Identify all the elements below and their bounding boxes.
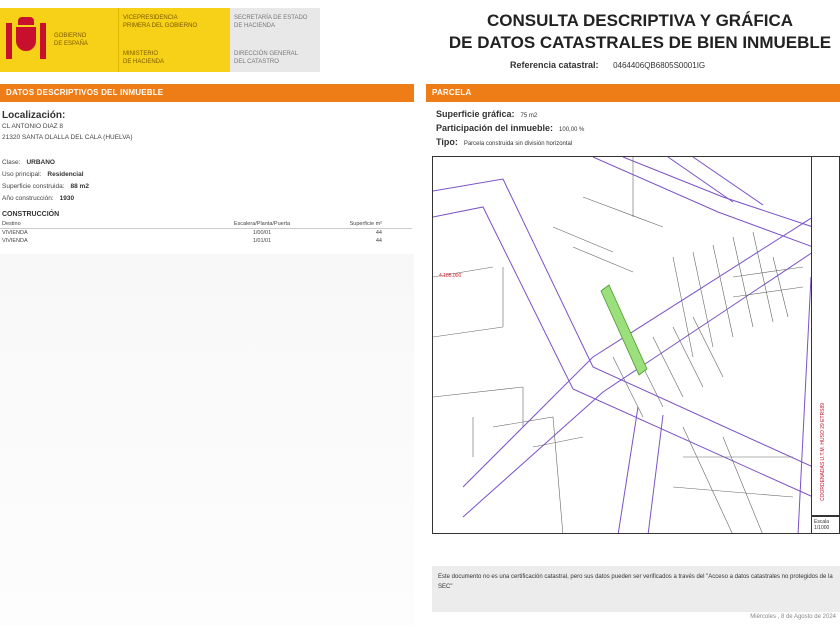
- street-edge: [623, 157, 812, 227]
- field-label: Clase:: [2, 159, 21, 166]
- table-cell: 1/01/01: [252, 238, 272, 244]
- field-uso: [2, 169, 414, 181]
- parcel-highlight: [601, 285, 647, 375]
- participacion-value: 100,00 %: [559, 127, 585, 133]
- government-logo-block: [0, 8, 118, 72]
- street-edge: [463, 252, 812, 517]
- address-line-1: CL ANTONIO DIAZ 8: [2, 123, 64, 130]
- participacion-label: Participación del inmueble:: [436, 123, 554, 133]
- document-title: [440, 10, 840, 54]
- field-value: 1930: [59, 195, 75, 202]
- street-edge: [668, 157, 733, 202]
- parcel-info: [436, 108, 836, 150]
- map-svg: [433, 157, 812, 534]
- construction-table: [0, 220, 412, 245]
- table-row: [0, 229, 412, 238]
- legend-scale: Escala 1/1000: [812, 516, 840, 534]
- construction-title: CONSTRUCCIÓN: [2, 211, 60, 218]
- ministry-block: [118, 8, 230, 72]
- verification-notice: Este documento no es una certificación catastral, pero sus datos pueden ser verificados a través del "Acceso a datos catastrales no protegidos de la SEC": [432, 566, 840, 612]
- cadastral-reference: [510, 60, 705, 70]
- ref-label: Referencia catastral:: [510, 60, 599, 70]
- legend-text: COORDENADAS U.T.M. HUSO 29 ETRS89: [820, 402, 826, 501]
- table-header: Destino: [0, 220, 202, 229]
- directorate-block: [230, 8, 320, 72]
- descriptive-data: [0, 110, 414, 245]
- table-row: [0, 237, 412, 245]
- legend-strip: [814, 161, 838, 511]
- field-ano: [2, 193, 414, 205]
- street-edge: [618, 407, 638, 534]
- street-edge: [593, 157, 812, 247]
- title-line-2: DE DATOS CATASTRALES DE BIEN INMUEBLE: [448, 33, 832, 52]
- gov-line-2: DE ESPAÑA: [54, 41, 88, 47]
- table-header-row: [0, 220, 412, 229]
- field-label: Uso principal:: [2, 171, 42, 178]
- document-date: Miércoles , 8 de Agosto de 2024: [750, 614, 836, 620]
- field-label: Año construcción:: [2, 195, 54, 202]
- coat-of-arms-icon: [4, 17, 48, 63]
- tipo: [436, 136, 836, 150]
- ref-value: 0464406QB6805S0001IG: [613, 61, 706, 70]
- ministry-line-2: PRIMERA DEL GOBIERNO: [123, 23, 198, 29]
- street-edge: [433, 207, 812, 497]
- localizacion-label: Localización:: [2, 110, 66, 121]
- title-line-1: CONSULTA DESCRIPTIVA Y GRÁFICA: [486, 11, 794, 30]
- government-header: [0, 8, 320, 72]
- address-line-2: 21320 SANTA OLALLA DEL CALA (HUELVA): [2, 134, 133, 141]
- ministry-line-3: MINISTERIO: [123, 51, 159, 57]
- blank-area: [0, 254, 414, 626]
- cadastral-map: [432, 156, 812, 534]
- section-bar-descriptive: DATOS DESCRIPTIVOS DEL INMUEBLE: [0, 84, 414, 102]
- field-superficie: [2, 181, 414, 193]
- tipo-label: Tipo:: [436, 137, 458, 147]
- table-header: Escalera/Planta/Puerta: [202, 220, 322, 229]
- table-cell: 44: [375, 230, 382, 236]
- field-value: URBANO: [26, 159, 55, 166]
- ministry-line-4: DE HACIENDA: [123, 59, 165, 65]
- table-cell: VIVIENDA: [2, 238, 28, 244]
- government-yellow-band: [0, 8, 230, 72]
- tipo-value: Parcela construida sin división horizontal: [463, 141, 573, 147]
- table-header: Superficie m²: [322, 220, 412, 229]
- section-bar-parcel: PARCELA: [426, 84, 840, 102]
- field-clase: [2, 157, 414, 169]
- secretary-line-2: DE HACIENDA: [234, 23, 276, 29]
- ministry-line-1: VICEPRESIDENCIA: [123, 15, 178, 21]
- direction-line-1: DIRECCIÓN GENERAL: [234, 51, 299, 57]
- direction-line-2: DEL CATASTRO: [234, 59, 279, 65]
- table-cell: 1/00/01: [252, 230, 272, 236]
- table-cell: VIVIENDA: [2, 230, 28, 236]
- gov-line-1: GOBIERNO: [54, 33, 87, 39]
- superficie-grafica: [436, 108, 836, 122]
- map-legend: [812, 156, 840, 516]
- participacion: [436, 122, 836, 136]
- secretary-line-1: SECRETARÍA DE ESTADO: [234, 15, 308, 21]
- field-value: Residencial: [47, 171, 84, 178]
- field-value: 88 m2: [70, 183, 89, 190]
- superficie-value: 75 m2: [520, 113, 538, 119]
- field-label: Superficie construida:: [2, 183, 65, 190]
- superficie-label: Superficie gráfica:: [436, 109, 515, 119]
- street-edge: [648, 415, 663, 534]
- table-cell: 44: [375, 238, 382, 244]
- map-coordinate-label: 4.185.000: [439, 273, 462, 279]
